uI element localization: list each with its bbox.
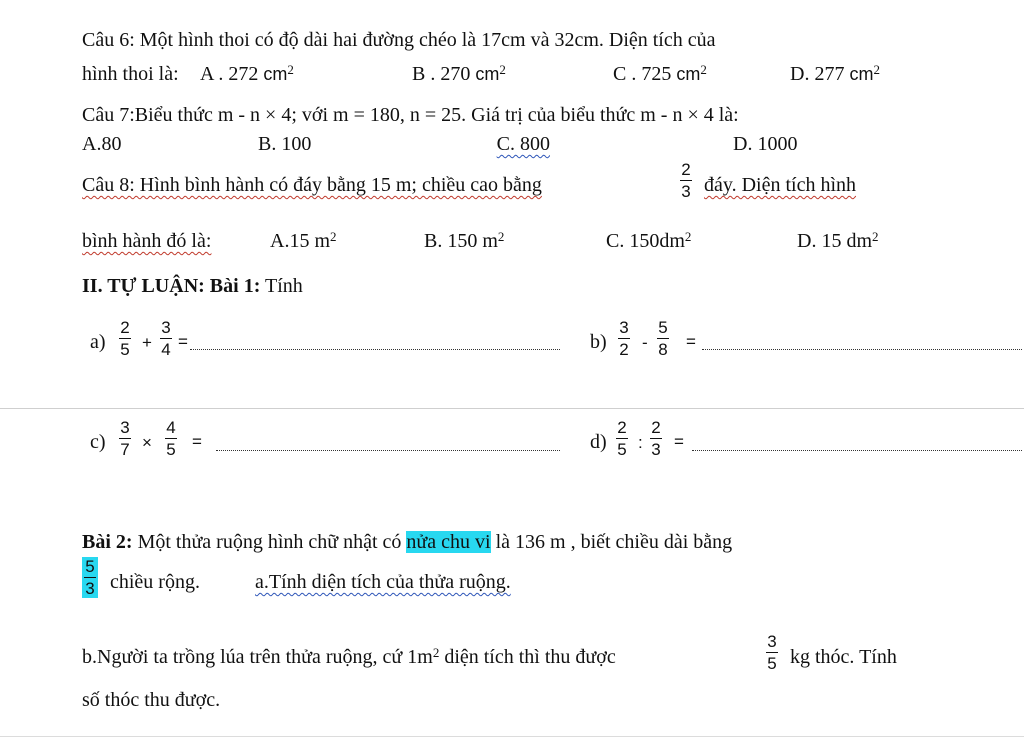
bai1-c-op: × [142, 433, 152, 452]
bai1-c-answer-line[interactable] [216, 449, 560, 451]
bai1-b-answer-line[interactable] [702, 348, 1022, 350]
bai2-fraction: 5 3 [82, 557, 98, 598]
bai1-b-frac2: 5 8 [658, 318, 668, 359]
bai2-line3c: kg thóc. Tính [790, 646, 897, 668]
q7-option-d: D. 1000 [733, 133, 798, 155]
bai2-line4: số thóc thu được. [82, 689, 221, 711]
bai1-d-frac2: 2 3 [651, 418, 661, 459]
q8-part2: đáy. Diện tích hình [704, 174, 857, 196]
bai1-d-eq: = [674, 432, 684, 451]
bai1-c-eq: = [192, 432, 202, 451]
q8-option-a: A.15 $m^2$ [270, 229, 337, 252]
bai1-c-frac2: 4 5 [166, 418, 176, 459]
section-heading: II. TỰ LUẬN: Bài 1: Tính [82, 275, 303, 297]
q8-part1: Câu 8: Hình bình hành có đáy bằng 15 m; chiều cao bằng [82, 174, 542, 196]
q8-lead: bình hành đó là: [82, 230, 212, 252]
bai1-d-label: d) [590, 431, 607, 453]
q6-line1: Câu 6: Một hình thoi có độ dài hai đường chéo là 17cm và 32cm. Diện tích của [82, 29, 716, 51]
q6-option-b: B . 270 $cm^2$ [412, 62, 506, 85]
q6-option-a: A . 272 $cm^2$ [200, 62, 294, 85]
bai2-line3-fraction: 3 5 [767, 632, 777, 673]
bai1-a-answer-line[interactable] [190, 348, 560, 350]
bai1-a-frac1: 2 5 [120, 318, 130, 359]
bai2-line2b: a.Tính diện tích của thửa ruộng. [255, 571, 511, 593]
q8-fraction: 2 3 [681, 160, 691, 201]
q7-line1: Câu 7:Biểu thức m - n × 4; với m = 180, n = 25. Giá trị của biểu thức m - n × 4 là: [82, 104, 739, 126]
q6-option-d: D. 277 $cm^2$ [790, 62, 880, 85]
q7-option-b: B. 100 [258, 133, 312, 155]
bai2-line2a: chiều rộng. [110, 571, 200, 593]
page-separator [0, 408, 1024, 409]
bai2-line1: Bài 2: Một thửa ruộng hình chữ nhật có nửa chu vi là 136 m , biết chiều dài bằng [82, 531, 733, 553]
bai2-line3: b.Người ta trồng lúa trên thửa ruộng, cứ $1m^2$ diện tích thì thu được [82, 645, 616, 668]
bai1-d-op: : [638, 433, 643, 452]
bai1-b-label: b) [590, 331, 607, 353]
bai1-b-frac1: 3 2 [619, 318, 629, 359]
bai1-b-eq: = [686, 332, 696, 351]
bai1-b-op: - [642, 333, 648, 352]
bottom-border [0, 736, 1024, 737]
bai1-c-label: c) [90, 431, 106, 453]
bai1-a-frac2: 3 4 [161, 318, 171, 359]
bai1-a-eq: = [178, 332, 188, 351]
q7-option-c: C. 800 [496, 133, 550, 155]
q6-lead: hình thoi là: [82, 63, 179, 85]
bai1-a-label: a) [90, 331, 106, 353]
q8-option-c: C. $150dm^2$ [606, 229, 692, 252]
bai1-c-frac1: 3 7 [120, 418, 130, 459]
q7-option-a: A.80 [82, 133, 122, 155]
q8-option-d: D. 15 $dm^2$ [797, 229, 879, 252]
bai1-d-answer-line[interactable] [692, 449, 1022, 451]
bai1-a-op: + [142, 333, 152, 352]
bai1-d-frac1: 2 5 [617, 418, 627, 459]
highlighted-text: nửa chu vi [406, 531, 491, 553]
q8-option-b: B. 150 $m^2$ [424, 229, 505, 252]
q6-option-c: C . 725 $cm^2$ [613, 62, 707, 85]
